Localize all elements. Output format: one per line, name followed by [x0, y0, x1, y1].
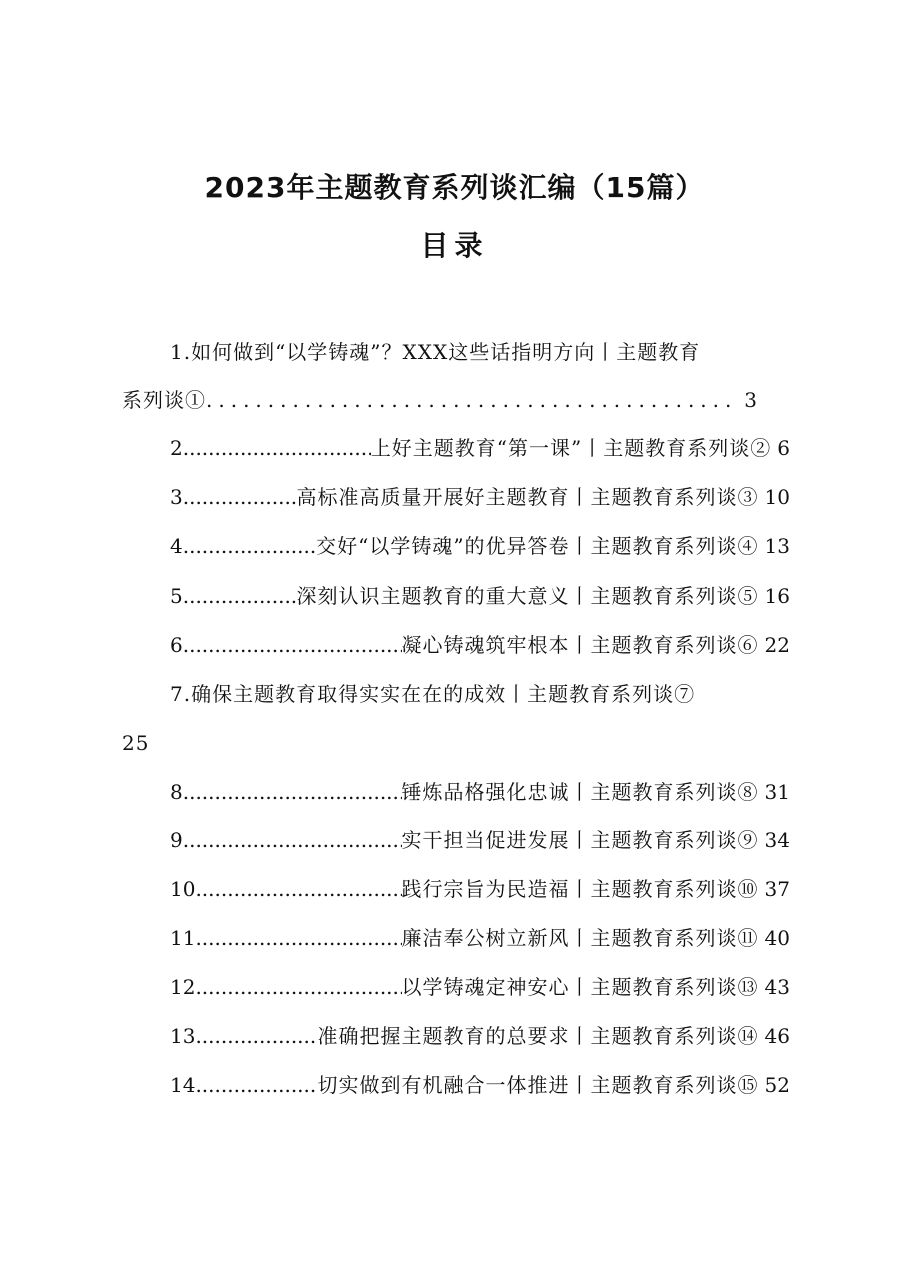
toc-item-title: 交好“以学铸魂”的优异答卷丨主题教育系列谈④: [316, 534, 759, 558]
toc-leader-dots: [183, 625, 402, 665]
toc-item-4[interactable]: [170, 526, 790, 566]
toc-item-3[interactable]: [170, 477, 790, 517]
toc-item-title: 以学铸魂定神安心丨主题教育系列谈⑬: [401, 975, 759, 999]
toc-item-number: 14: [170, 1073, 196, 1097]
toc-item-page: 31: [764, 780, 790, 804]
toc-item-10[interactable]: [170, 869, 790, 909]
toc-leader-dots: [206, 380, 738, 420]
toc-item-page: 10: [764, 485, 790, 509]
toc-item-11[interactable]: [170, 918, 790, 958]
toc-item-number: 3: [170, 485, 183, 509]
toc-item-7-line1[interactable]: 7.确保主题教育取得实实在在的成效丨主题教育系列谈⑦: [170, 682, 696, 706]
toc-item-page: 13: [764, 534, 790, 558]
toc-leader-dots: [183, 428, 371, 468]
toc-item-number: 12: [170, 975, 196, 999]
toc-item-13[interactable]: [170, 1016, 790, 1056]
toc-leader-dots: [195, 1065, 317, 1105]
toc-item-number: 8: [170, 780, 183, 804]
toc-item-number: 10: [170, 877, 196, 901]
toc-item-1-tail: 系列谈①: [122, 388, 206, 412]
toc-item-number: 4: [170, 534, 183, 558]
toc-item-title: 凝心铸魂筑牢根本丨主题教育系列谈⑥: [401, 633, 759, 657]
toc-item-title: 践行宗旨为民造福丨主题教育系列谈⑩: [401, 877, 759, 901]
toc-item-9[interactable]: [170, 820, 790, 860]
toc-item-title: 实干担当促进发展丨主题教育系列谈⑨: [401, 828, 759, 852]
toc-item-number: 6: [170, 633, 183, 657]
toc-item-12[interactable]: [170, 967, 790, 1007]
toc-leader-dots: [183, 820, 402, 860]
toc-item-2[interactable]: [170, 428, 790, 468]
toc-item-title: 准确把握主题教育的总要求丨主题教育系列谈⑭: [317, 1024, 759, 1048]
toc-item-page: 16: [764, 584, 790, 608]
toc-item-title: 上好主题教育“第一课”丨主题教育系列谈②: [370, 436, 772, 460]
toc-item-page: 22: [764, 633, 790, 657]
toc-item-number: 5: [170, 584, 183, 608]
toc-item-page: 6: [777, 436, 790, 460]
toc-item-page: 34: [764, 828, 790, 852]
toc-leader-dots: [183, 477, 297, 517]
toc-leader-dots: [183, 772, 402, 812]
toc-item-page: 40: [764, 926, 790, 950]
toc-item-title: 锤炼品格强化忠诚丨主题教育系列谈⑧: [401, 780, 759, 804]
toc-item-1-line2[interactable]: [122, 380, 757, 420]
toc-item-page: 37: [764, 877, 790, 901]
document-title: 2023年主题教育系列谈汇编（15篇）: [204, 171, 705, 204]
toc-leader-dots: [195, 967, 401, 1007]
toc-item-1-page: 3: [744, 388, 757, 412]
toc-leader-dots: [195, 918, 401, 958]
toc-item-number: 11: [170, 926, 196, 950]
toc-item-5[interactable]: [170, 576, 790, 616]
toc-item-number: 2: [170, 436, 183, 460]
toc-item-7-page: 25: [122, 731, 150, 755]
toc-item-number: 13: [170, 1024, 196, 1048]
toc-item-page: 43: [764, 975, 790, 999]
toc-item-title: 高标准高质量开展好主题教育丨主题教育系列谈③: [296, 485, 759, 509]
toc-item-title: 廉洁奉公树立新风丨主题教育系列谈⑪: [401, 926, 759, 950]
toc-item-number: 9: [170, 828, 183, 852]
toc-leader-dots: [195, 1016, 317, 1056]
toc-item-page: 46: [764, 1024, 790, 1048]
toc-item-1-line1[interactable]: 1.如何做到“以学铸魂”？XXX这些话指明方向丨主题教育: [170, 340, 701, 364]
toc-item-14[interactable]: [170, 1065, 790, 1105]
toc-heading: 目录: [420, 229, 489, 262]
toc-leader-dots: [183, 576, 297, 616]
toc-item-title: 切实做到有机融合一体推进丨主题教育系列谈⑮: [317, 1073, 759, 1097]
toc-item-8[interactable]: [170, 772, 790, 812]
toc-item-title: 深刻认识主题教育的重大意义丨主题教育系列谈⑤: [296, 584, 759, 608]
toc-leader-dots: [195, 869, 401, 909]
toc-leader-dots: [183, 526, 316, 566]
toc-item-6[interactable]: [170, 625, 790, 665]
toc-item-page: 52: [764, 1073, 790, 1097]
